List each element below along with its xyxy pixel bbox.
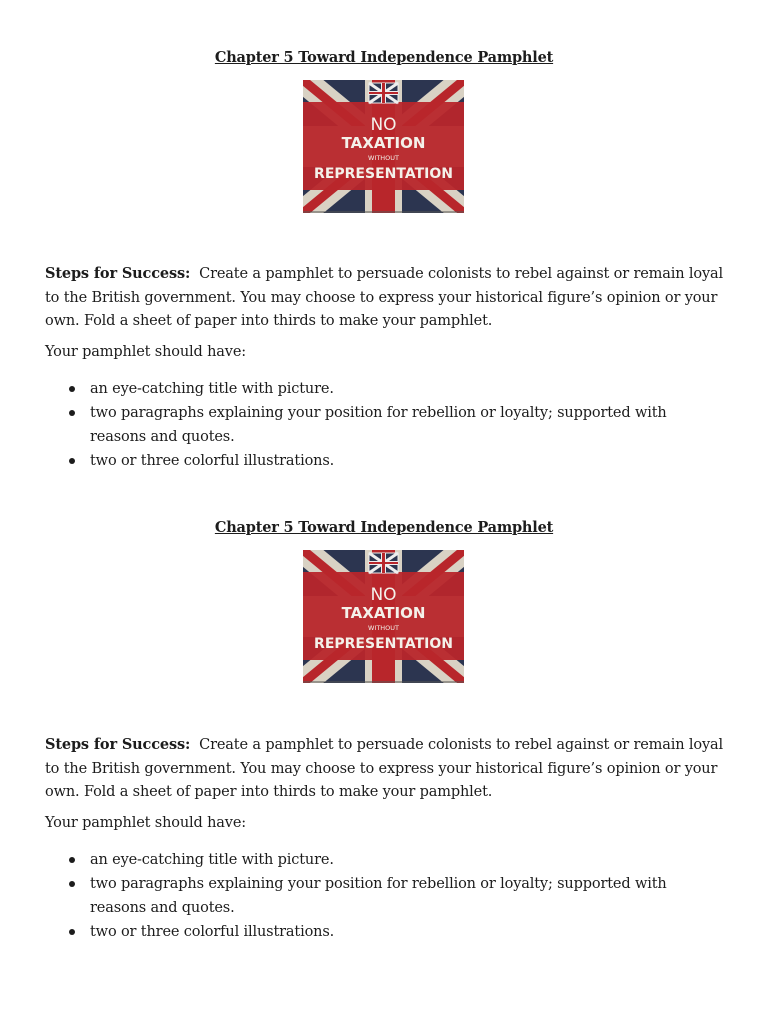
list-item: an eye-catching title with picture. <box>45 377 725 401</box>
bullet-icon <box>69 929 75 935</box>
steps-paragraph <box>45 262 735 334</box>
poster-line-1: NO <box>370 115 397 135</box>
crown-icon <box>369 83 398 103</box>
list-item: an eye-catching title with picture. <box>45 848 725 872</box>
requirements-intro: Your pamphlet should have: <box>45 344 246 360</box>
poster-line-4: REPRESENTATION <box>314 636 453 652</box>
poster-line-2: TAXATION <box>341 604 426 622</box>
bullet-icon <box>69 881 75 887</box>
poster-line-3: WITHOUT <box>367 154 400 162</box>
steps-label: Steps for Success: <box>45 265 191 282</box>
poster-line-4: REPRESENTATION <box>314 166 453 182</box>
bullet-icon <box>69 386 75 392</box>
bullet-icon <box>69 458 75 464</box>
steps-text: Create a pamphlet to persuade colonists to rebel against or remain loyal to the British government. You may choose to express your historical figure’s opinion or your own. Fold a sheet of paper into thirds to make your pamphlet. <box>45 737 724 800</box>
list-item: two or three colorful illustrations. <box>45 449 725 473</box>
page-title: Chapter 5 Toward Independence Pamphlet <box>214 49 554 66</box>
requirements-intro: Your pamphlet should have: <box>45 815 246 831</box>
steps-paragraph <box>45 733 735 805</box>
list-item: two paragraphs explaining your position for rebellion or loyalty; supported with reasons and quotes. <box>45 401 725 449</box>
crown-icon <box>369 553 398 573</box>
bullet-icon <box>69 410 75 416</box>
requirements-list <box>45 377 725 473</box>
list-item: two paragraphs explaining your position for rebellion or loyalty; supported with reasons and quotes. <box>45 872 725 920</box>
steps-text: Create a pamphlet to persuade colonists to rebel against or remain loyal to the British government. You may choose to express your historical figure’s opinion or your own. Fold a sheet of paper into thirds to make your pamphlet. <box>45 266 724 329</box>
page-title: Chapter 5 Toward Independence Pamphlet <box>214 519 554 536</box>
no-taxation-poster <box>303 80 464 213</box>
no-taxation-poster <box>303 550 464 683</box>
poster-line-3: WITHOUT <box>367 624 400 632</box>
bullet-icon <box>69 857 75 863</box>
list-item: two or three colorful illustrations. <box>45 920 725 944</box>
poster-line-1: NO <box>370 585 397 605</box>
poster-line-2: TAXATION <box>341 134 426 152</box>
requirements-list <box>45 848 725 944</box>
steps-label: Steps for Success: <box>45 736 191 753</box>
